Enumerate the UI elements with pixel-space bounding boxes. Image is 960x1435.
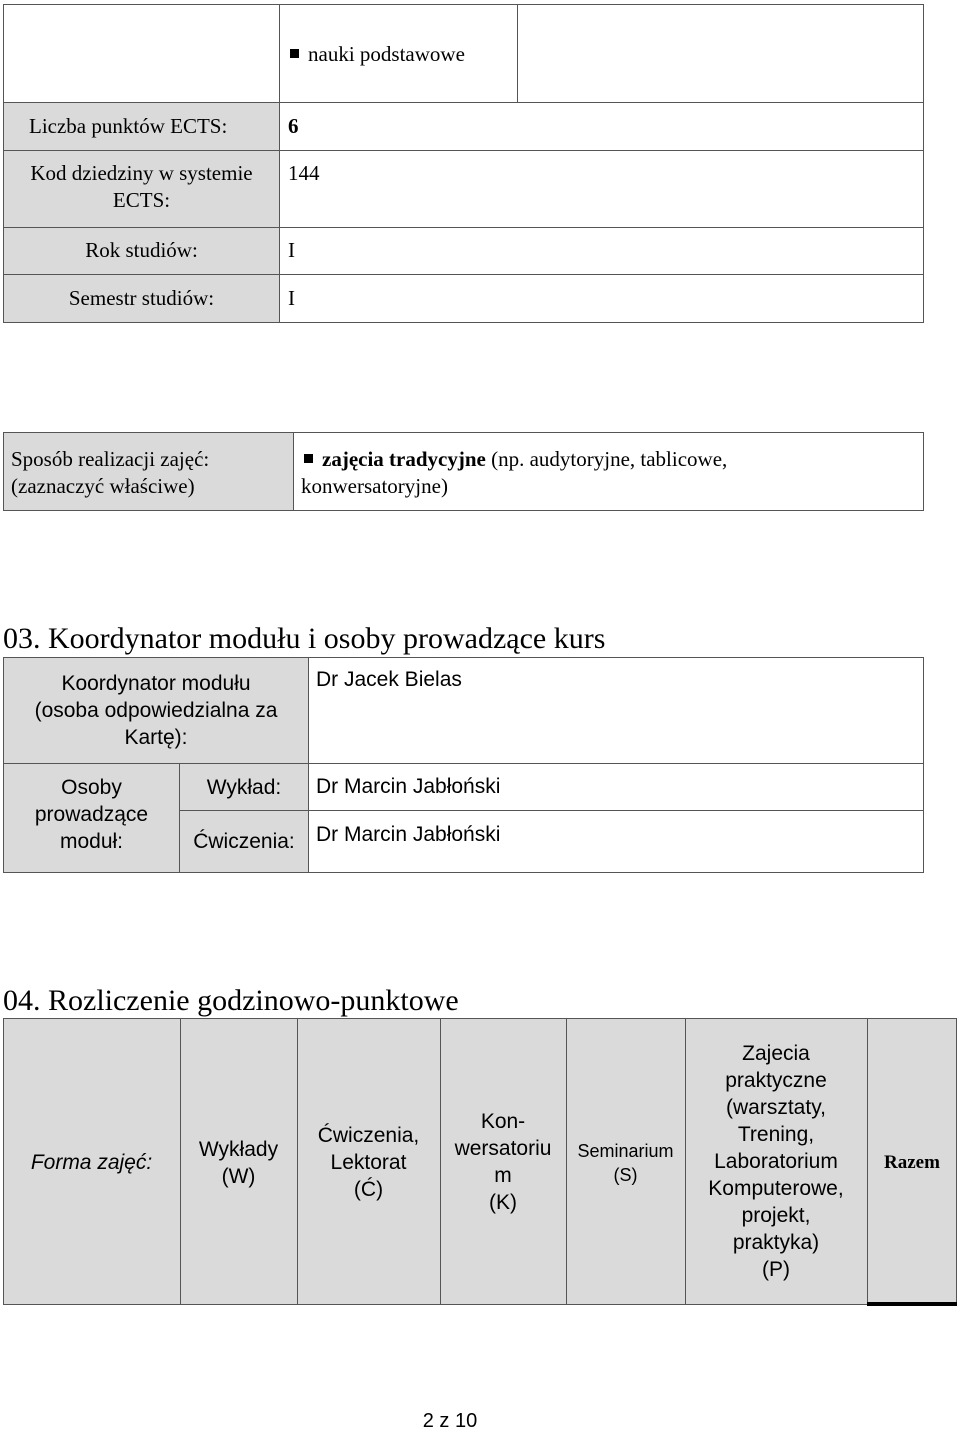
col-practical-6: Komputerowe, — [708, 1177, 844, 1200]
col-conversation-2: wersatoriu — [454, 1137, 552, 1160]
exercises-label: Ćwiczenia: — [193, 830, 295, 853]
checked-square-icon — [304, 454, 313, 463]
teachers-label-2: prowadzące — [34, 803, 149, 826]
col-practical-9: (P) — [762, 1258, 790, 1281]
col-exercises-1: Ćwiczenia, — [317, 1124, 420, 1147]
mode-option-bold: zajęcia tradycyjne — [322, 447, 486, 471]
total-column-underline — [867, 1302, 957, 1306]
option-nauki-podstawowe[interactable] — [290, 41, 465, 68]
teachers-label-1: Osoby — [61, 776, 122, 799]
coordinator-value: Dr Jacek Bielas — [316, 668, 462, 691]
domain-code-value-cell — [279, 150, 924, 228]
col-practical-1: Zajecia — [742, 1042, 810, 1065]
col-exercises-3: (Ć) — [353, 1178, 384, 1201]
ects-value: 6 — [288, 114, 299, 138]
exercises-teacher: Dr Marcin Jabłoński — [316, 823, 501, 846]
ects-value-cell — [279, 102, 924, 151]
col-conversation-4: (K) — [489, 1191, 517, 1214]
option-label: nauki podstawowe — [308, 42, 465, 66]
col-lectures-2: (W) — [221, 1165, 256, 1188]
col-seminar-1: Seminarium — [577, 1141, 674, 1161]
col-conversation-1: Kon- — [480, 1110, 526, 1133]
col-practical-7: projekt, — [741, 1204, 811, 1227]
checkbox-row-right — [517, 4, 924, 103]
ects-label: Liczba punktów ECTS: — [29, 114, 228, 138]
mode-option-rest: (np. audytoryjne, tablicowe, — [485, 447, 728, 471]
domain-code-value: 144 — [288, 161, 320, 185]
mode-sublabel: (zaznaczyć właściwe) — [11, 474, 195, 498]
col-exercises-2: Lektorat — [330, 1151, 407, 1174]
semester-label: Semestr studiów: — [68, 286, 215, 310]
forma-label: Forma zajęć: — [30, 1151, 153, 1174]
semester-value-cell — [279, 274, 924, 323]
coordinator-label-2: (osoba odpowiedzialna za — [34, 699, 278, 722]
coordinator-label-1: Koordynator modułu — [61, 672, 251, 695]
section3-title: 03. Koordynator modułu i osoby prowadzące kurs — [3, 622, 606, 655]
col-practical-3: (warsztaty, — [726, 1096, 826, 1119]
col-practical-4: Trening, — [737, 1123, 815, 1146]
year-value-cell — [279, 227, 924, 275]
mode-option-traditional[interactable] — [304, 446, 727, 473]
col-practical-2: praktyczne — [725, 1069, 827, 1092]
coordinator-label-3: Kartę): — [124, 726, 188, 749]
col-total: Razem — [884, 1152, 940, 1173]
mode-label: Sposób realizacji zajęć: — [11, 447, 210, 471]
lecture-teacher: Dr Marcin Jabłoński — [316, 775, 501, 798]
section4-title: 04. Rozliczenie godzinowo-punktowe — [3, 984, 459, 1017]
checked-square-icon — [290, 49, 299, 58]
col-seminar-2: (S) — [613, 1165, 638, 1185]
col-conversation-3: m — [494, 1164, 512, 1187]
col-practical-8: praktyka) — [732, 1231, 820, 1254]
year-value: I — [288, 238, 295, 262]
col-practical-5: Laboratorium — [714, 1150, 838, 1173]
checkbox-row-left — [3, 4, 280, 103]
page-number: 2 z 10 — [422, 1410, 478, 1432]
mode-option-line2: konwersatoryjne) — [301, 474, 448, 498]
teachers-label-3: moduł: — [59, 830, 124, 853]
lecture-label: Wykład: — [206, 776, 282, 799]
year-label: Rok studiów: — [85, 238, 198, 262]
col-lectures-1: Wykłady — [198, 1138, 279, 1161]
semester-value: I — [288, 286, 295, 310]
domain-code-label: Kod dziedziny w systemie ECTS: — [30, 161, 253, 212]
